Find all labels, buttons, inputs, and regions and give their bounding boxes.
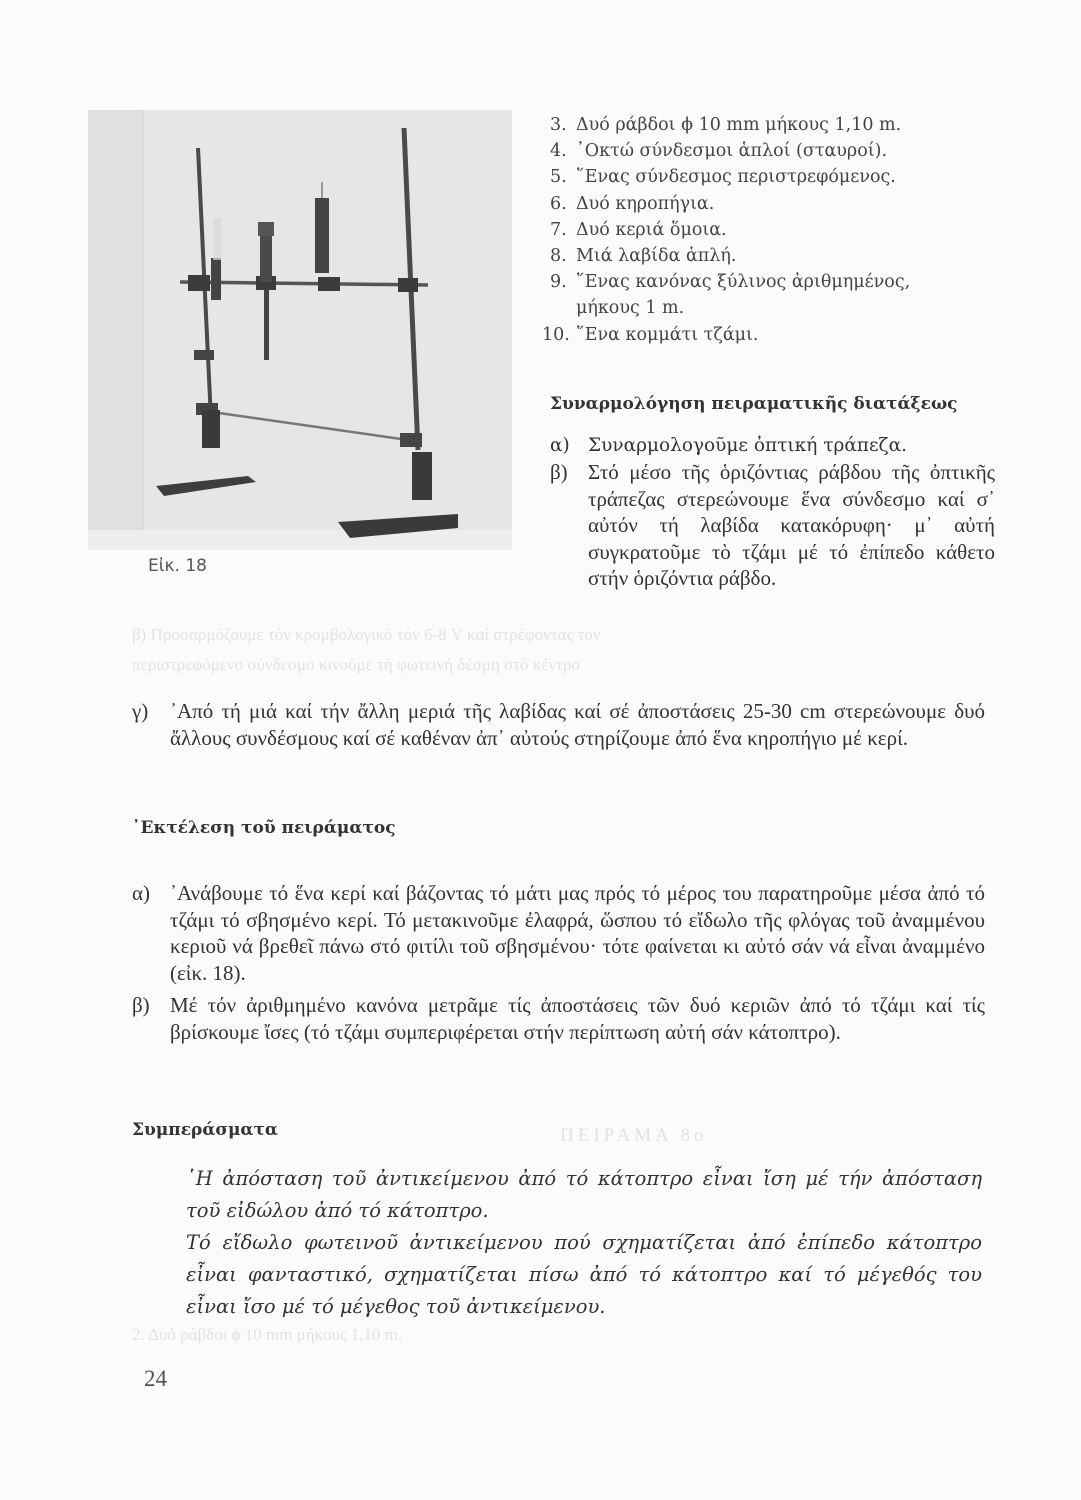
list-item <box>550 243 1070 269</box>
photo-shadow <box>88 110 143 550</box>
list-number: 10. <box>542 324 570 345</box>
glass-holder-stem <box>264 290 269 360</box>
list-text: ᾿Οκτώ σύνδεσμοι ἁπλοί (σταυροί). <box>576 141 888 162</box>
list-item <box>550 164 1070 190</box>
bleed-through-text: περιστρεφόμενο σύνδεσμο κινοῦμε τή φωτεινή δέσμη στό κέντρο <box>132 655 580 674</box>
right-candle <box>315 198 329 273</box>
step-text: Στό μέσο τῆς ὁριζόντιας ράβδου τῆς ὀπτικῆς τράπεζας στερεώνουμε ἕνα σύνδεσμο καί σ᾿ αὐτόν τή λαβίδα κατακόρυφη· μ᾿ αὐτή συγκρατοῦμε τὸ τζάμι μέ τό ἐπίπεδο κάθετο στήν ὁριζόντια ράβδο. <box>588 460 995 590</box>
list-item <box>542 322 1070 348</box>
page-number-value: 24 <box>144 1366 167 1391</box>
list-text: Μιά λαβίδα ἁπλή. <box>576 246 737 267</box>
list-text: ῞Ενας σύνδεσμος περιστρεφόμενος. <box>576 167 896 188</box>
glass-holder <box>260 232 272 282</box>
list-text: Δυό κεριά ὅμοια. <box>576 219 727 240</box>
list-number: 9. <box>550 272 567 293</box>
bleed-through-text: ΠΕΙΡΑΜΑ 8ο <box>560 1125 708 1146</box>
execution-step <box>132 880 985 986</box>
step-marker: γ) <box>132 699 149 723</box>
section-heading-conclusions: Συμπεράσματα <box>132 1120 279 1140</box>
left-candle-image <box>213 218 221 260</box>
list-number: 4. <box>550 141 567 162</box>
list-number: 7. <box>550 219 567 240</box>
list-number: 6. <box>550 193 567 214</box>
step-marker: α) <box>132 881 150 905</box>
assembly-step <box>550 459 995 592</box>
list-item <box>550 112 1070 138</box>
step-text: ᾿Από τή μιά καί τήν ἄλλη μεριά τῆς λαβίδας καί σέ ἀποστάσεις 25-30 cm στερεώνουμε δυό ἄλλους συνδέσμους καί σέ καθέναν ἀπ᾿ αὐτούς στηρίζουμε ἀπό ἕνα κηροπήγιο μέ κερί. <box>170 699 985 750</box>
step-text: ᾿Ανάβουμε τό ἕνα κερί καί βάζοντας τό μάτι μας πρός τό μέρος του παρατηροῦμε μέσα ἀπό τό τζάμι τό σβησμένο κερί. Τό μετακινοῦμε ἐλαφρά, ὥσπου τό εἴδωλο τῆς φλόγας τοῦ ἀναμμένου κεριοῦ νά βρεθεῖ πάνω στό φιτίλι τοῦ σβησμένου· τότε φαίνεται κι αὐτό σάν νά εἶναι ἀναμμένο (εἰκ. 18). <box>170 881 985 985</box>
step-marker: β) <box>132 993 150 1017</box>
list-text: ῞Ενα κομμάτι τζάμι. <box>576 324 759 345</box>
conclusions-text <box>186 1163 982 1323</box>
list-item <box>550 269 1070 295</box>
list-item <box>550 138 1070 164</box>
right-base-post <box>412 452 432 500</box>
list-text: Δυό ράβδοι ϕ 10 mm μήκους 1,10 m. <box>576 115 902 135</box>
section-heading-execution: ᾿Εκτέλεση τοῦ πειράματος <box>132 818 396 838</box>
step-marker: β) <box>550 460 568 484</box>
apparatus-illustration <box>88 110 512 550</box>
clamp <box>318 277 340 291</box>
bleed-through-text: 2. Δυό ράβδοι ϕ 10 mm μήκους 1,10 m. <box>132 1325 403 1344</box>
assembly-step <box>132 698 985 751</box>
figure-caption: Εἰκ. 18 <box>148 556 207 576</box>
assembly-step <box>550 433 1060 460</box>
list-number: 3. <box>550 115 567 135</box>
list-item <box>550 217 1070 243</box>
list-number: 8. <box>550 246 567 267</box>
clamp <box>188 275 210 291</box>
step-text: Συναρμολογοῦμε ὀπτική τράπεζα. <box>588 435 907 456</box>
list-item <box>550 191 1070 217</box>
figure-apparatus-photo <box>88 110 512 550</box>
table-surface <box>88 530 512 550</box>
list-text: ῞Ενας κανόνας ξύλινος ἀριθμημένος, <box>576 272 911 293</box>
list-number: 5. <box>550 167 567 188</box>
page-number <box>144 1366 167 1392</box>
list-text: Δυό κηροπήγια. <box>576 193 715 214</box>
glass-clamp-head <box>258 222 274 236</box>
clamp <box>194 350 214 360</box>
bleed-through-text: β) Προσαρμόζουμε τόν κρομβολογικό τόν 6-8 V καί στρέφοντας τον <box>132 625 601 644</box>
execution-step <box>132 992 985 1045</box>
clamp <box>400 433 422 447</box>
photo-background <box>88 110 512 550</box>
step-marker: α) <box>550 435 570 456</box>
materials-list <box>542 112 1070 348</box>
conclusion-paragraph: Τό εἴδωλο φωτεινοῦ ἀντικείμενου πού σχηματίζεται ἀπό ἐπίπεδο κάτοπτρο εἶναι φανταστικό, σχηματίζεται πίσω ἀπό τό κάτοπτρο καί τό μέγεθός του εἶναι ἴσο μέ τό μέγεθος τοῦ ἀντικείμενου. <box>186 1231 982 1318</box>
left-candle <box>211 258 221 300</box>
step-text: Μέ τόν ἀριθμημένο κανόνα μετρᾶμε τίς ἀποστάσεις τῶν δυό κεριῶν ἀπό τό τζάμι καί τίς βρίσκουμε ἴσες (τό τζάμι συμπεριφέρεται στήν περίπτωση αὐτή σάν κάτοπτρο). <box>170 993 985 1044</box>
list-text-continuation: μήκους 1 m. <box>576 298 685 319</box>
left-base-post <box>202 410 220 448</box>
section-heading-assembly: Συναρμολόγηση πειραματικῆς διατάξεως <box>550 394 958 414</box>
clamp <box>398 278 418 292</box>
conclusion-paragraph: ῾Η ἀπόσταση τοῦ ἀντικείμενου ἀπό τό κάτοπτρο εἶναι ἴση μέ τήν ἀπόσταση τοῦ εἰδώλου ἀπό τό κάτοπτρο. <box>186 1167 982 1222</box>
